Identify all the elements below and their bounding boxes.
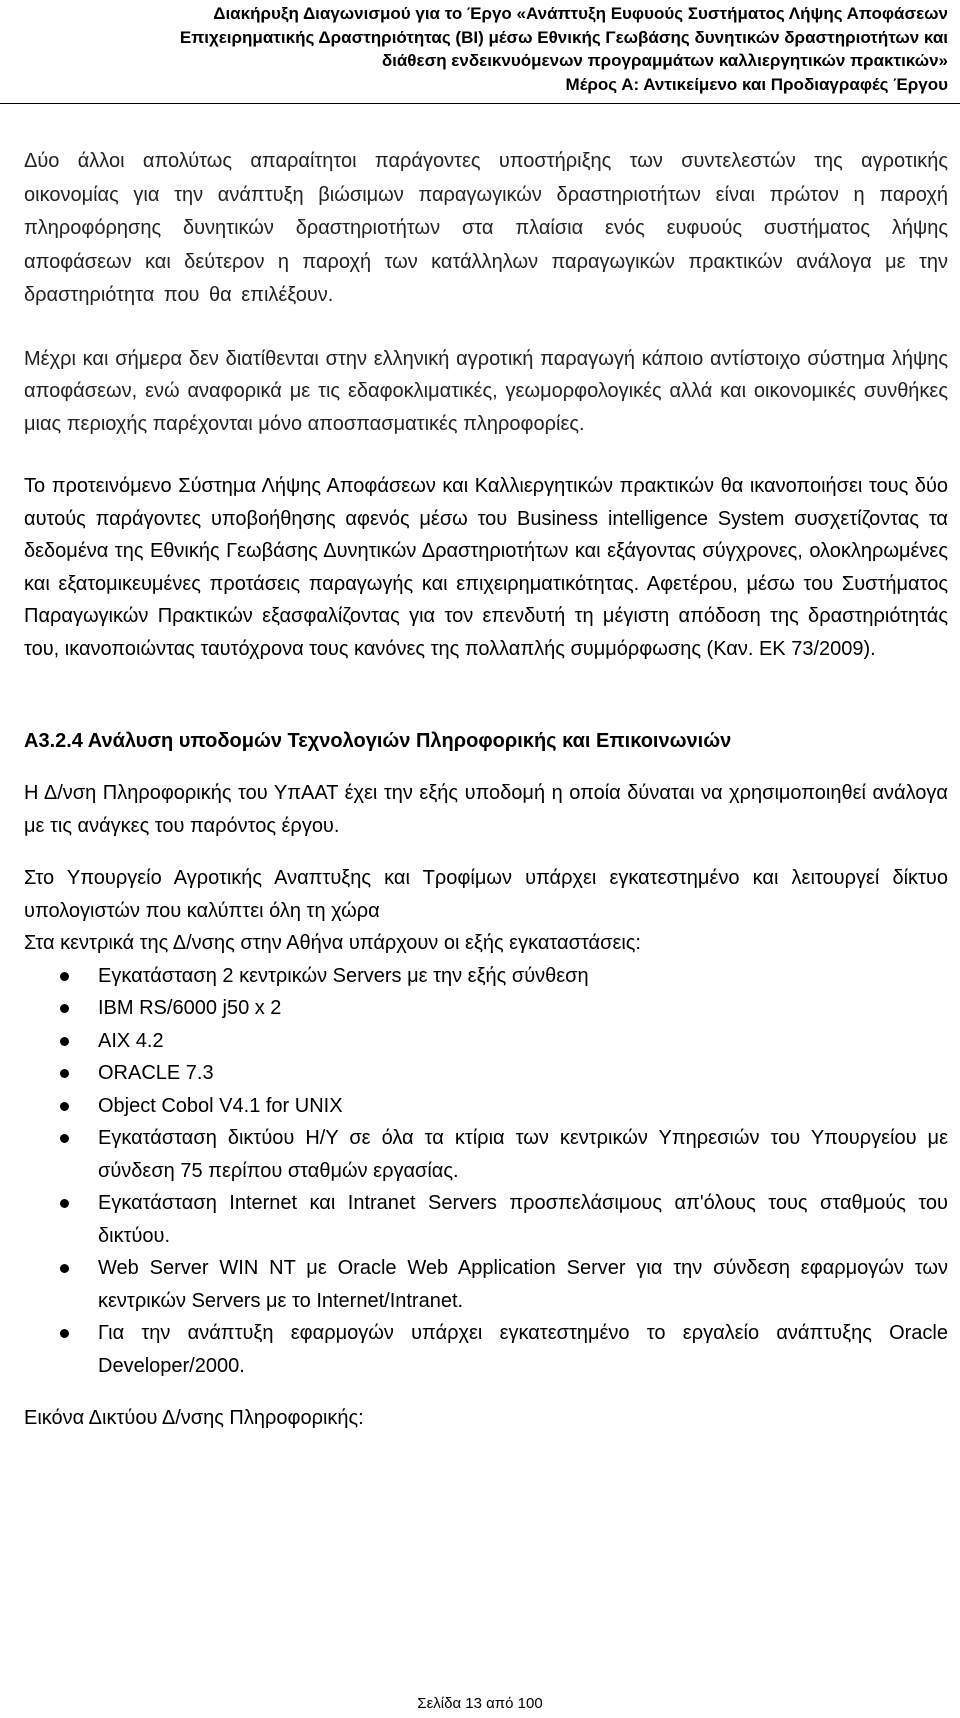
figure-label: Εικόνα Δικτύου Δ/νσης Πληροφορικής: [24,1407,364,1429]
list-item [24,1057,948,1090]
bullet-icon [60,1199,69,1208]
bullet-icon [60,1329,69,1338]
list-item [24,1252,948,1317]
list-item [24,1187,948,1252]
list-item [24,960,948,993]
list-item [24,1122,948,1187]
page-header [0,0,960,96]
list-item-text: Εγκατάσταση Internet και Intranet Servers προσπελάσιμους απ'όλους τους σταθμούς του δικτύου. [98,1192,948,1247]
bullet-icon [60,1037,69,1046]
list-item-text: Web Server WIN NT με Oracle Web Application Server για την σύνδεση εφαρμογών των κεντρικών Servers με το Internet/Intranet. [98,1257,948,1312]
list-item-text: Εγκατάσταση δικτύου Η/Υ σε όλα τα κτίρια των κεντρικών Υπηρεσιών του Υπουργείου με σύνδεση 75 περίπου σταθμών εργασίας. [98,1127,948,1182]
section-heading: Α3.2.4 Ανάλυση υποδομών Τεχνολογιών Πληροφορικής και Επικοινωνιών [24,730,732,752]
list-item-text: AIX 4.2 [98,1029,164,1052]
paragraph-network-description: Στο Υπουργείο Αγροτικής Αναπτυξης και Τροφίμων υπάρχει εγκατεστημένο και λειτουργεί δίκτυο υπολογιστών που καλύπτει όλη τη χώρα [24,867,948,922]
list-item-text: Για την ανάπτυξη εφαρμογών υπάρχει εγκατεστημένο το εργαλείο ανάπτυξης Oracle Developer/2000. [98,1322,948,1377]
installations-list [24,960,948,1383]
paragraph-installations-intro: Στα κεντρικά της Δ/νσης στην Αθήνα υπάρχουν οι εξής εγκαταστάσεις: [24,932,641,954]
header-line-2: Επιχειρηματικής Δραστηριότητας (BI) μέσω Εθνικής Γεωβάσης δυνητικών δραστηριοτήτων και [179,27,948,47]
header-line-4: Μέρος Α: Αντικείμενο και Προδιαγραφές Έργου [565,74,948,94]
list-item [24,992,948,1025]
list-item [24,1025,948,1058]
list-item-text: Object Cobol V4.1 for UNIX [98,1094,343,1117]
bullet-icon [60,1004,69,1013]
list-item [24,1317,948,1382]
list-item-text: ORACLE 7.3 [98,1062,214,1084]
bullet-icon [60,1102,69,1111]
list-item-text: Εγκατάσταση 2 κεντρικών Servers με την εξής σύνθεση [98,964,589,987]
paragraph-infrastructure-intro: Η Δ/νση Πληροφορικής του ΥπΑΑΤ έχει την εξής υποδομή η οποία δύναται να χρησιμοποιηθεί ανάλογα με τις ανάγκες του παρόντος έργου. [24,782,948,837]
list-item-text: IBM RS/6000 j50 x 2 [98,997,282,1019]
header-divider [0,103,960,104]
header-line-1: Διακήρυξη Διαγωνισμού για το Έργο «Ανάπτυξη Ευφυούς Συστήματος Λήψης Αποφάσεων [213,4,948,23]
bullet-icon [60,1264,69,1273]
bullet-icon [60,1069,69,1078]
paragraph-proposed-system: Το προτεινόμενο Σύστημα Λήψης Αποφάσεων και Καλλιεργητικών πρακτικών θα ικανοποιήσει τους δύο αυτούς παράγοντες υποβοήθησης αφενός μέσω του Business intelligence System συσχετίζοντας τα δεδομένα της Εθνικής Γεωβάσης Δυνητικών Δραστηριοτήτων και εξάγοντας σύγχρονες, ολοκληρωμένες και εξατομικευμένες προτάσεις παραγωγής και επιχειρηματικότητας. Αφετέρου, μέσω του Συστήματος Παραγωγικών Πρακτικών εξασφαλίζοντας για τον επενδυτή τη μέγιστη απόδοση της δραστηριότητάς του, ικανοποιώντας ταυτόχρονα τους κανόνες της πολλαπλής συμμόρφωσης (Καν. ΕΚ 73/2009). [24,475,948,660]
list-item [24,1090,948,1123]
document-body [24,145,948,1434]
header-line-3: διάθεση ενδεικνυόμενων προγραμμάτων καλλιεργητικών πρακτικών» [381,51,948,70]
page-number: Σελίδα 13 από 100 [417,1695,543,1712]
bullet-icon [60,1134,69,1143]
paragraph-support-factors: Δύο άλλοι απολύτως απαραίτητοι παράγοντες υποστήριξης των συντελεστών της αγροτικής οικονομίας για την ανάπτυξη βιώσιμων παραγωγικών δραστηριοτήτων είναι πρώτον η παροχή πληροφόρησης δυνητικών δραστηριοτήτων στα πλαίσια ενός ευφυούς συστήματος λήψης αποφάσεων και δεύτερον η παροχή των κατάλληλων παραγωγικών πρακτικών ανάλογα με την δραστηριότητα που θα επιλέξουν. [24,150,948,306]
paragraph-current-state: Μέχρι και σήμερα δεν διατίθενται στην ελληνική αγροτική παραγωγή κάποιο αντίστοιχο σύστημα λήψης αποφάσεων, ενώ αναφορικά με τις εδαφοκλιματικές, γεωμορφολογικές αλλά και οικονομικές συνθήκες μιας περιοχής παρέχονται μόνο αποσπασματικές πληροφορίες. [24,347,948,435]
bullet-icon [60,972,69,981]
